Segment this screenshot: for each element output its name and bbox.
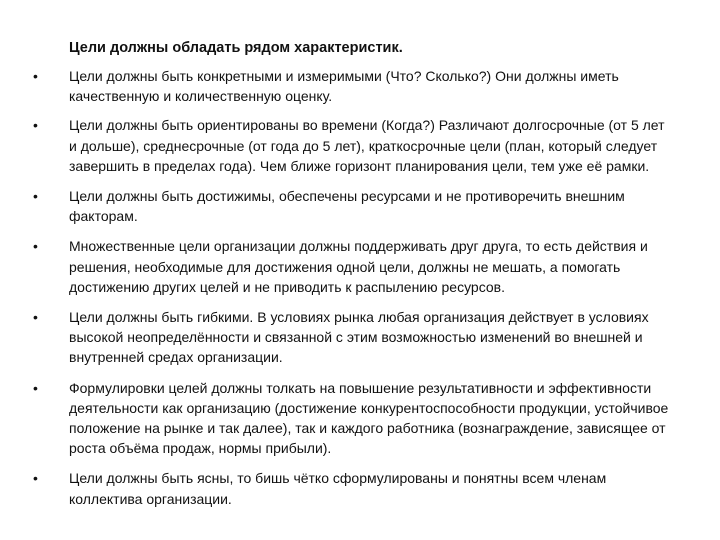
list-item xyxy=(0,186,669,226)
list-item-text: Цели должны быть ориентированы во времени (Когда?) Различают долгосрочные (от 5 лет и дольше), среднесрочные (от года до 5 лет), краткосрочные цели (план, который следует завершить в пределах года). Чем ближе горизонт планирования цели, тем уже её рамки. xyxy=(69,117,665,174)
list-item-text: Цели должны быть ясны, то бишь чётко сформулированы и понятны всем членам коллектива организации. xyxy=(69,470,607,507)
bullet-mark: • xyxy=(33,379,38,396)
list-item xyxy=(0,66,669,106)
list-item-text: Цели должны быть конкретными и измеримыми (Что? Сколько?) Они должны иметь качественную и количественную оценку. xyxy=(69,68,619,105)
list-item xyxy=(0,468,669,508)
list-item xyxy=(0,115,669,176)
bullet-mark: • xyxy=(33,238,38,255)
list-item xyxy=(0,378,669,459)
bullet-mark: • xyxy=(33,188,38,205)
list-item-text: Формулировки целей должны толкать на повышение результативности и эффективности деятельности как организацию (достижение конкурентоспособности продукции, устойчивое положение на рынке и так далее), так и каждого работника (вознаграждение, зависящее от роста объёма продаж, нормы прибыли). xyxy=(69,379,669,457)
bullet-mark: • xyxy=(33,117,38,134)
slide-title: Цели должны обладать рядом характеристик. xyxy=(69,40,403,56)
list-item-text: Множественные цели организации должны поддерживать друг друга, то есть действия и решения, необходимые для достижения одной цели, должны не мешать, а помогать достижению других целей и не приводить к распылению ресурсов. xyxy=(69,238,648,295)
bullet-mark: • xyxy=(33,470,38,487)
bullet-list xyxy=(0,66,720,519)
list-item-text: Цели должны быть достижимы, обеспечены ресурсами и не противоречить внешним факторам. xyxy=(69,188,625,225)
list-item xyxy=(0,307,669,368)
list-item-text: Цели должны быть гибкими. В условиях рынка любая организация действует в условиях высокой неопределённости и связанной с этим возможностью изменений во внешней и внутренней средах организации. xyxy=(69,309,649,366)
bullet-mark: • xyxy=(33,68,38,84)
list-item xyxy=(0,236,669,297)
bullet-mark: • xyxy=(33,309,38,326)
